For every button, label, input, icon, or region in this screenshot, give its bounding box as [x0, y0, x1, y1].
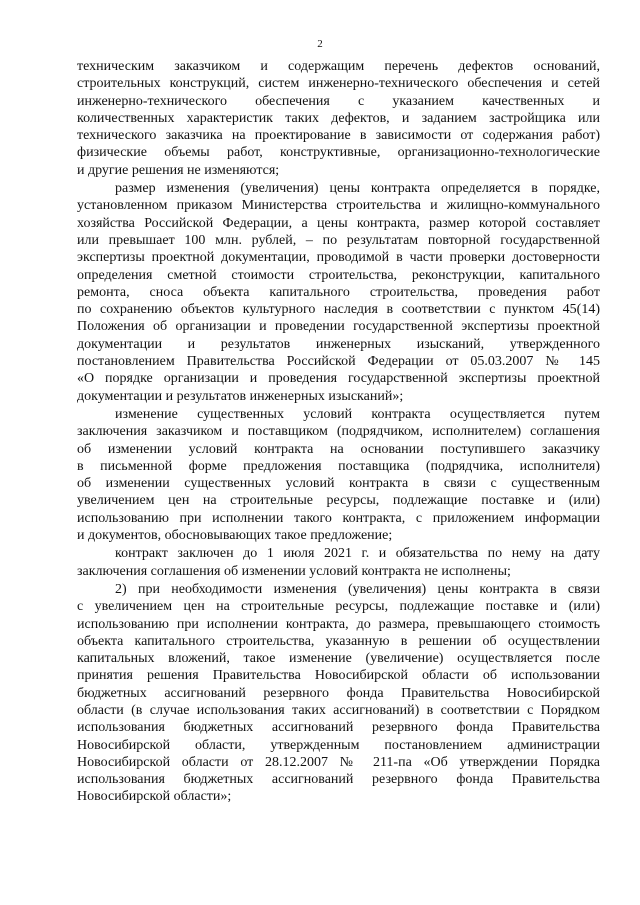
text-line: увеличением цен на строительные ресурсы, подлежащие поставке и (или): [77, 493, 600, 509]
text-line: документации и результатов инженерных изысканий»;: [77, 388, 404, 404]
text-line: капитальных вложений, такое изменение (увеличение) осуществляется после: [77, 651, 600, 667]
document-body: [77, 58, 600, 806]
text-line: инженерно-технического обеспечения с указанием качественных и: [77, 93, 600, 109]
text-line: Новосибирской области от 28.12.2007 № 211-па «Об утверждении Порядка: [77, 754, 600, 770]
text-line: физические объемы работ, конструктивные, организационно-технологические: [77, 145, 600, 161]
text-line: области (в случае использования таких ассигнований) в соответствии с Порядком: [77, 702, 600, 718]
text-line: 2) при необходимости изменения (увеличения) цены контракта в связи: [115, 581, 600, 597]
text-line: об изменении условий контракта на основании поступившего заказчику: [77, 441, 600, 457]
paragraph: [77, 581, 600, 806]
text-line: экспертизы проектной документации, проводимой в части проверки достоверности: [77, 250, 600, 266]
paragraph: [77, 58, 600, 179]
text-line: изменение существенных условий контракта осуществляется путем: [115, 406, 600, 422]
text-line: установленном приказом Министерства строительства и жилищно-коммунального: [77, 198, 600, 214]
text-line: Положения об организации и проведении государственной экспертизы проектной: [77, 319, 600, 335]
text-line: постановлением Правительства Российской Федерации от 05.03.2007 № 145: [77, 354, 600, 370]
text-line: и документов, обосновывающих такое предложение;: [77, 528, 393, 544]
text-line: ремонта, сноса объекта капитального строительства, проведения работ: [77, 284, 600, 300]
text-line: заключения соглашения об изменении условий контракта не исполнены;: [77, 563, 511, 579]
text-line: об изменении существенных условий контракта в связи с существенным: [77, 476, 600, 492]
paragraph: [77, 406, 600, 544]
text-line: технического заказчика на проектирование в зависимости от содержания работ): [77, 128, 600, 144]
page-number: 2: [317, 38, 323, 50]
text-line: хозяйства Российской Федерации, а цены контракта, размер которой составляет: [77, 215, 600, 231]
paragraph: [77, 545, 600, 580]
text-line: заключения заказчиком и поставщиком (подрядчиком, исполнителем) соглашения: [77, 424, 600, 440]
text-line: принятия решения Правительства Новосибирской области об использовании: [77, 668, 600, 684]
text-line: объекта капитального строительства, указанную в решении об осуществлении: [77, 633, 600, 649]
text-line: по сохранению объектов культурного наследия в соответствии с пунктом 45(14): [77, 302, 600, 318]
text-line: техническим заказчиком и содержащим перечень дефектов оснований,: [77, 59, 600, 74]
text-line: Новосибирской области»;: [77, 789, 232, 805]
text-line: использования бюджетных ассигнований резервного фонда Правительства: [77, 720, 600, 736]
text-line: определения сметной стоимости строительства, реконструкции, капитального: [77, 267, 600, 283]
text-line: контракт заключен до 1 июля 2021 г. и обязательства по нему на дату: [115, 546, 600, 562]
text-line: бюджетных ассигнований резервного фонда Правительства Новосибирской: [77, 685, 600, 701]
text-line: и другие решения не изменяются;: [77, 162, 280, 178]
text-line: использованию при исполнении контракта, до размера, превышающего стоимость: [77, 616, 600, 632]
text-line: в письменной форме предложения поставщика (подрядчика, исполнителя): [77, 458, 600, 474]
text-line: «О порядке организации и проведения государственной экспертизы проектной: [77, 371, 600, 387]
text-line: строительных конструкций, систем инженерно-технического обеспечения и сетей: [77, 76, 600, 92]
paragraph: [77, 180, 600, 405]
text-line: с увеличением цен на строительные ресурсы, подлежащие поставке и (или): [77, 599, 600, 615]
text-line: использования бюджетных ассигнований резервного фонда Правительства: [77, 772, 600, 788]
text-line: Новосибирской области, утвержденным постановлением администрации: [77, 737, 600, 753]
text-line: или превышает 100 млн. рублей, – по результатам повторной государственной: [77, 232, 600, 248]
text-line: документации и результатов инженерных изысканий, утвержденного: [77, 336, 600, 352]
text-line: количественных характеристик таких дефектов, и заданием застройщика или: [77, 110, 600, 126]
text-line: размер изменения (увеличения) цены контракта определяется в порядке,: [115, 181, 600, 197]
text-line: использованию при исполнении такого контракта, с приложением информации: [77, 510, 600, 526]
